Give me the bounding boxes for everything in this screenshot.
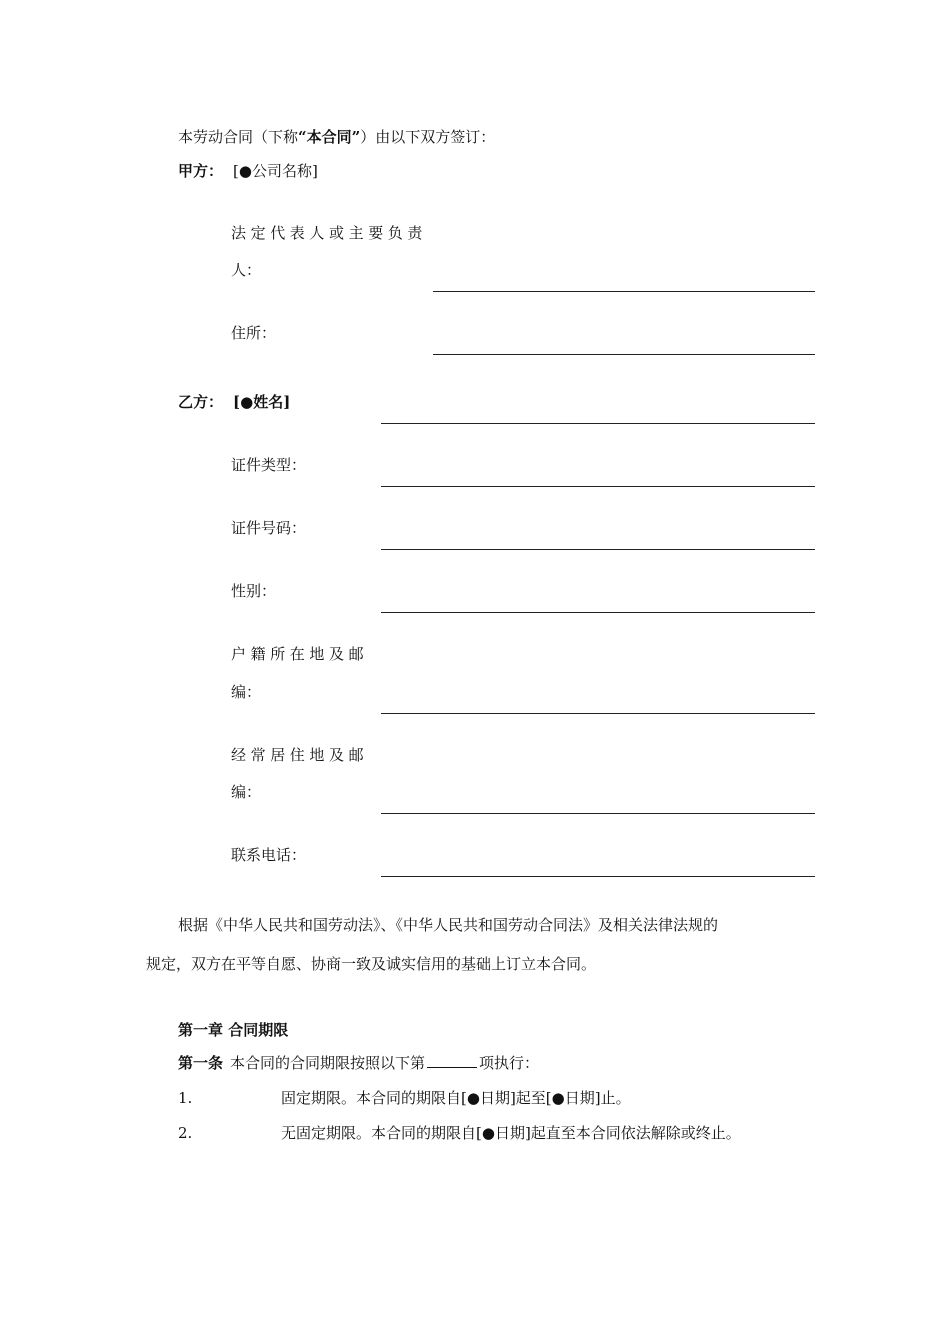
party-b-hukou-blank-line[interactable] (381, 713, 815, 714)
party-b-residence-label-line2: 编： (231, 783, 262, 801)
article1-text-after: 项执行： (479, 1054, 540, 1072)
article1-label: 第一条 (178, 1054, 224, 1072)
party-a-value: [●公司名称] (233, 162, 318, 180)
party-a-row (178, 161, 318, 181)
article1-text-before: 本合同的合同期限按照以下第 (230, 1054, 426, 1072)
article1-row (178, 1053, 539, 1073)
party-b-hukou-label-line2: 编： (231, 683, 262, 701)
party-a-rep-blank-line[interactable] (433, 291, 815, 292)
article1-item1-text: 固定期限。本合同的期限自[●日期]起至[●日期]止。 (281, 1089, 631, 1107)
party-b-residence-label-line1: 经常居住地及邮 (231, 746, 369, 764)
party-a-address-label: 住所： (231, 324, 277, 342)
party-b-id-number-label: 证件号码： (231, 519, 307, 537)
party-b-name-blank-line[interactable] (381, 423, 815, 424)
party-b-hukou-label-line1: 户籍所在地及邮 (231, 645, 369, 663)
intro-suffix: ）由以下双方签订： (360, 128, 496, 146)
party-b-gender-label: 性别： (231, 582, 277, 600)
party-a-label: 甲方： (178, 162, 224, 180)
intro-prefix: 本劳动合同（下称 (178, 128, 299, 146)
party-a-address-blank-line[interactable] (433, 354, 815, 355)
party-b-id-type-blank-line[interactable] (381, 486, 815, 487)
article1-item1-number: 1. (178, 1089, 193, 1107)
party-b-id-type-label: 证件类型： (231, 456, 307, 474)
party-a-rep-label-line1: 法定代表人或主要负责 (231, 224, 428, 242)
article1-item2-number: 2. (178, 1124, 193, 1142)
intro-term: “本合同” (298, 128, 361, 146)
article1-item2-text: 无固定期限。本合同的期限自[●日期]起直至本合同依法解除或终止。 (281, 1124, 741, 1142)
party-b-value: [●姓名] (233, 393, 291, 411)
basis-line1: 根据《中华人民共和国劳动法》、《中华人民共和国劳动合同法》及相关法律法规的 (178, 916, 719, 934)
party-b-id-number-blank-line[interactable] (381, 549, 815, 550)
party-b-phone-label: 联系电话： (231, 846, 307, 864)
party-b-phone-blank-line[interactable] (381, 876, 815, 877)
party-b-row (178, 392, 290, 412)
party-b-label: 乙方： (178, 393, 224, 411)
party-b-gender-blank-line[interactable] (381, 612, 815, 613)
intro-paragraph (178, 127, 495, 147)
party-b-residence-blank-line[interactable] (381, 813, 815, 814)
article1-option-blank[interactable] (427, 1053, 477, 1068)
party-a-rep-label-line2: 人： (231, 261, 262, 279)
chapter1-title: 第一章 合同期限 (178, 1021, 289, 1039)
basis-line2: 规定，双方在平等自愿、协商一致及诚实信用的基础上订立本合同。 (146, 955, 597, 973)
